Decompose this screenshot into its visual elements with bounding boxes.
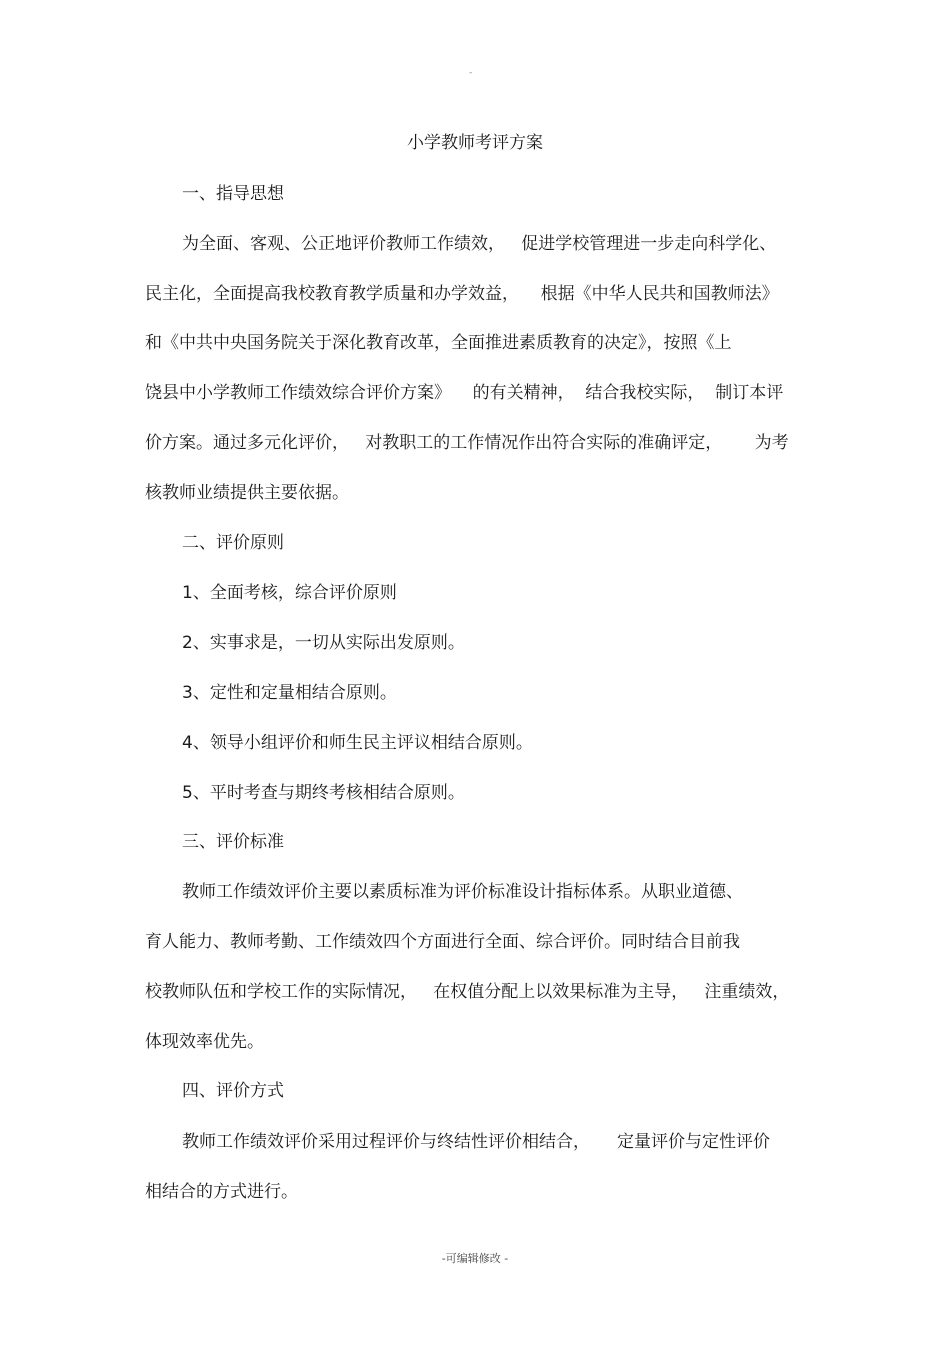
principle-item: 4、领导小组评价和师生民主评议相结合原则。 [182, 733, 533, 753]
paragraph-line: 价方案。通过多元化评价， 对教职工的工作情况作出符合实际的准确评定， 为考 [145, 433, 789, 453]
principle-item: 5、平时考查与期终考核相结合原则。 [182, 783, 465, 803]
paragraph-line: 和《中共中央国务院关于深化教育改革，全面推进素质教育的决定》，按照《上 [145, 333, 732, 353]
paragraph-line: 校教师队伍和学校工作的实际情况， 在权值分配上以效果标准为主导， 注重绩效， [145, 982, 790, 1002]
section-heading-4: 四、评价方式 [182, 1081, 284, 1101]
header-mark: - [469, 68, 473, 78]
document-title: 小学教师考评方案 [407, 133, 543, 153]
paragraph-line: 为全面、客观、公正地评价教师工作绩效， 促进学校管理进一步走向科学化、 [182, 234, 777, 254]
section-heading-2: 二、评价原则 [182, 533, 284, 553]
principle-item: 2、实事求是，一切从实际出发原则。 [182, 633, 465, 653]
section-heading-1: 一、指导思想 [182, 184, 284, 204]
paragraph-line: 体现效率优先。 [145, 1032, 264, 1052]
paragraph-line: 民主化，全面提高我校教育教学质量和办学效益， 根据《中华人民共和国教师法》 [145, 284, 779, 304]
page-footer: -可编辑修改 - [441, 1252, 509, 1265]
principle-item: 3、定性和定量相结合原则。 [182, 683, 397, 703]
paragraph-line: 育人能力、教师考勤、工作绩效四个方面进行全面、综合评价。同时结合目前我 [145, 932, 740, 952]
paragraph-line: 核教师业绩提供主要依据。 [145, 483, 349, 503]
section-heading-3: 三、评价标准 [182, 832, 284, 852]
paragraph-line: 相结合的方式进行。 [145, 1182, 298, 1202]
paragraph-line: 教师工作绩效评价采用过程评价与终结性评价相结合， 定量评价与定性评价 [182, 1132, 771, 1152]
paragraph-line: 饶县中小学教师工作绩效综合评价方案》 的有关精神， 结合我校实际， 制订本评 [145, 383, 784, 403]
paragraph-line: 教师工作绩效评价主要以素质标准为评价标准设计指标体系。从职业道德、 [182, 882, 743, 902]
principle-item: 1、全面考核，综合评价原则 [182, 583, 397, 603]
